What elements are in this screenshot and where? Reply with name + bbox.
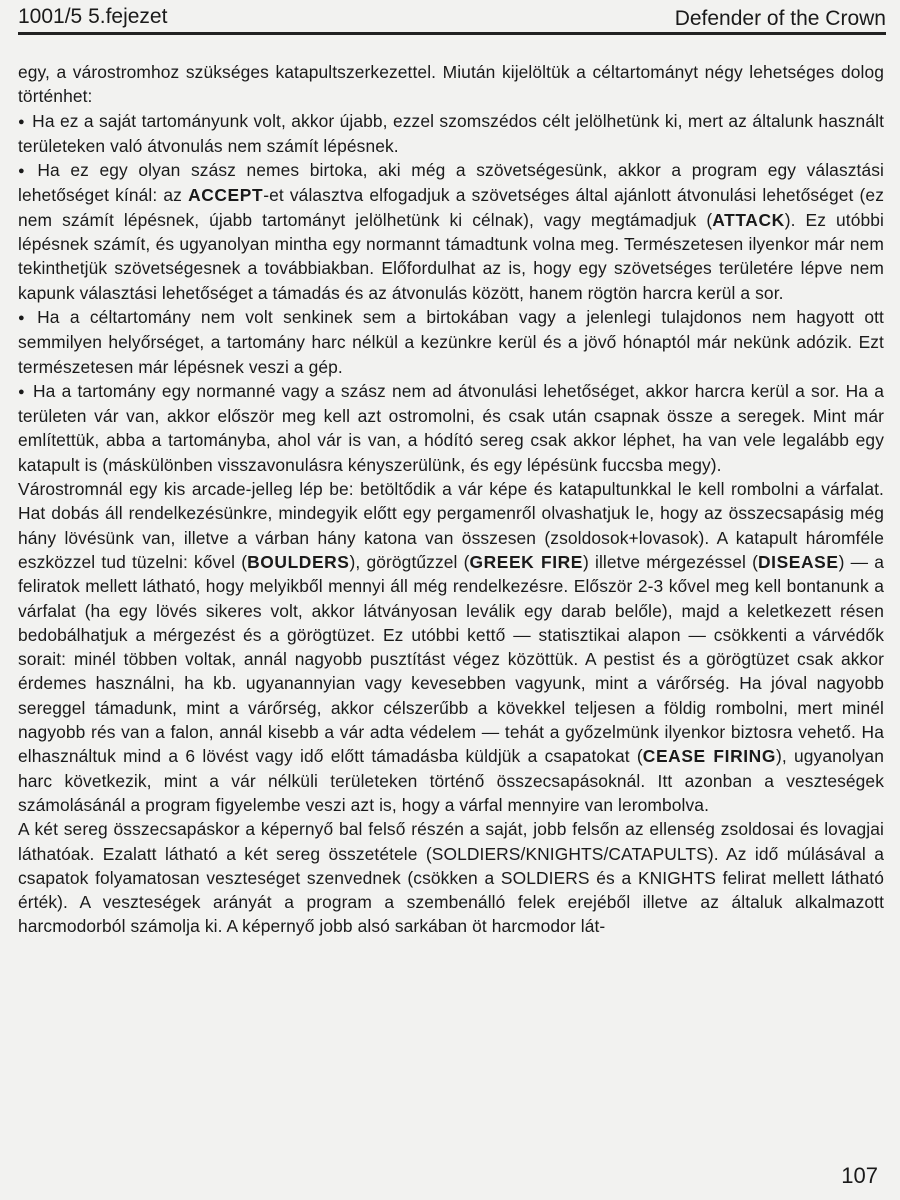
command-keyword: DISEASE xyxy=(758,551,839,572)
text-run: ) — a feliratok mellett látható, hogy melyikből mennyi áll még rendelkezésre. Először 2-3 kővel meg kell bontanunk a várfalat (ha egy lövés sikeres volt, akkor látványosan leválik egy darab belőle), majd a keletkezett résen bedobálhatjuk a mérgezést és a görögtüzet. Ez utóbbi kettő — statisztikai alapon — csökkenti a várvédők sorait: minél többen voltak, annál nagyobb pusztítást végez közöttük. A pestist és a görögtüzet csak akkor érdemes használni, ha kb. ugyanannyian vagy kevesebben vagyunk, mint a várőrség. Ha jóval nagyobb sereggel támadunk, mint a várőrség, akkor célszerűbb a kövekkel teljesen a földig rombolni, mert minél nagyobb rés van a falon, annál kisebb a vár adta védelem — tehát a győzelmünk ilyenkor biztosra vehető. Ha elhasználtuk mind a 6 lövést vagy idő előtt támadásba küldjük a csapatokat ( xyxy=(18,551,884,767)
page-header xyxy=(18,2,886,35)
paragraph xyxy=(18,477,884,817)
text-run: A két sereg összecsapáskor a képernyő bal felső részén a saját, jobb felsőn az ellenség zsoldosai és lovagjai láthatóak. Ezalatt látható a két sereg összetétele (SOLDIERS/KNIGHTS/CATAPULTS). Az idő múlásával a csapatok folyamatosan veszteséget szenvednek (csökken a SOLDIERS és a KNIGHTS felirat mellett látható érték). A veszteségek arányát a program a szembenálló felek erejéből illetve az általuk alkalmazott harcmodorból számolja ki. A képernyő jobb alsó sarkában öt harcmodor lát- xyxy=(18,819,884,937)
bullet-paragraph xyxy=(18,305,884,379)
command-keyword: CEASE FIRING xyxy=(642,746,776,767)
command-keyword: ATTACK xyxy=(712,209,785,230)
text-run: ) illetve mérgezéssel ( xyxy=(582,551,758,572)
command-keyword: ACCEPT xyxy=(188,185,264,206)
bullet-paragraph xyxy=(18,109,884,159)
text-run: Ha ez a saját tartományunk volt, akkor újabb, ezzel szomszédos célt jelölhetünk ki, mert az általunk használt területeken való átvonulás nem számít lépésnek. xyxy=(18,110,884,156)
text-run: ), görögtűzzel ( xyxy=(349,551,470,572)
chapter-label: 1001/5 5.fejezet xyxy=(18,5,168,28)
bullet-paragraph xyxy=(18,158,884,305)
text-run: egy, a várostromhoz szükséges katapultszerkezettel. Miután kijelöltük a céltartományt négy lehetséges dolog történhet: xyxy=(18,62,884,107)
text-run: ), ugyanolyan harc következik, mint a vár nélküli területeken történő összecsapásoknál. Itt azonban a veszteségek számolásánál a program figyelembe veszi azt is, hogy a várfal mennyire van lerombolva. xyxy=(18,746,884,815)
body-text xyxy=(18,60,884,939)
command-keyword: GREEK FIRE xyxy=(469,551,583,572)
book-title: Defender of the Crown xyxy=(674,7,886,30)
text-run: Várostromnál egy kis arcade-jelleg lép be: betöltődik a vár képe és katapultunkkal le kell rombolni a várfalat. Hat dobás áll rendelkezésünkre, mindegyik előtt egy pergamenről olvashatjuk le, hogy az összecsapásig még hány lövésünk van, illetve a várban hány katona van összesen (zsoldosok+lovasok). A katapult háromféle eszközzel tud tüzelni: kővel ( xyxy=(18,479,884,572)
text-run: Ha ez egy olyan szász nemes birtoka, aki még a szövetségesünk, akkor a program egy választási lehetőséget kínál: az xyxy=(18,160,884,206)
text-run: -et választva elfogadjuk a szövetséges által ajánlott átvonulási lehetőséget (ez nem számít lépésnek, újabb tartományt jelölhetünk ki célnak), vagy megtámadjuk ( xyxy=(18,185,884,230)
paragraph xyxy=(18,60,884,109)
bullet-paragraph xyxy=(18,379,884,477)
text-run: Ha a tartomány egy normanné vagy a szász nem ad átvonulási lehetőséget, akkor harcra kerül a sor. Ha a területen vár van, akkor először meg kell azt ostromolni, és csak után csapnak össze a seregek. Mint már említettük, abba a tartományba, ahol vár is van, a hódító sereg csak akkor léphet, ha van vele legalább egy katapult is (máskülönben visszavonulásra kényszerülünk, és egy lépésünk fuccsba megy). xyxy=(18,380,884,475)
paragraph xyxy=(18,817,884,938)
command-keyword: BOULDERS xyxy=(247,551,350,572)
text-run: Ha a céltartomány nem volt senkinek sem a birtokában vagy a jelenlegi tulajdonos nem hagyott ott semmilyen helyőrséget, a tartomány harc nélkül a kezünkre kerül és a jövő hónaptól már nekünk adózik. Ezt természetesen már lépésnek veszi a gép. xyxy=(18,306,884,377)
text-run: ). Ez utóbbi lépésnek számít, és ugyanolyan mintha egy normannt támadtunk volna meg. Természetesen ilyenkor már nem tekinthetjük szövetségesnek a továbbiakban. Előfordulhat az is, hogy egy szövetséges területére lépve nem kapunk választási lehetőséget a támadás és az átvonulás között, hanem rögtön harcra kerül a sor. xyxy=(18,209,884,303)
page-number: 107 xyxy=(841,1163,878,1188)
